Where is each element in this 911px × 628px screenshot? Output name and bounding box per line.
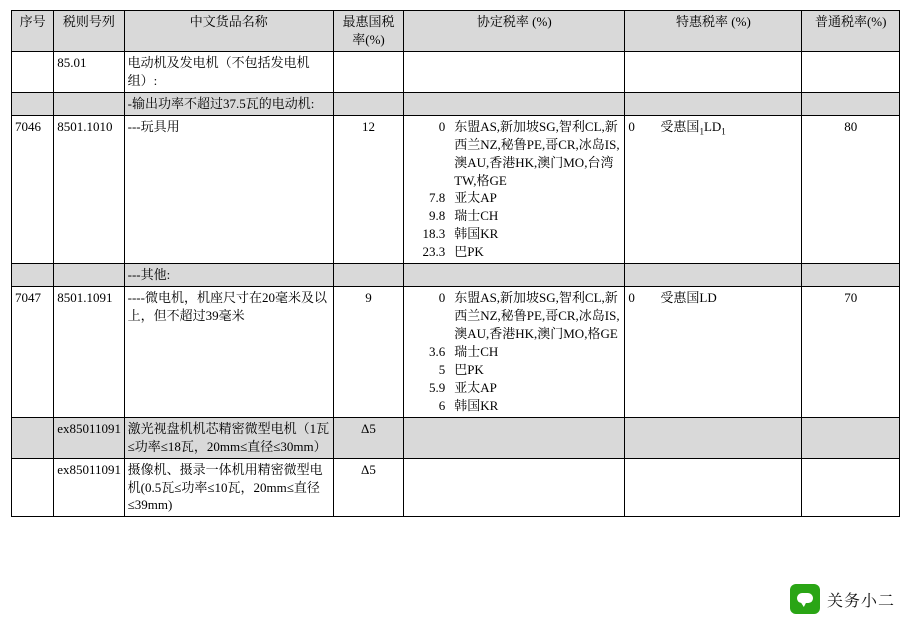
table-row (12, 51, 900, 92)
cell-name: 摄像机、摄录一体机用精密微型电机(0.5瓦≤功率≤10瓦，20mm≤直径≤39mm) (124, 458, 333, 517)
cell-preferential (625, 115, 802, 264)
cell-general (802, 458, 900, 517)
cell-code (54, 264, 124, 287)
agreement-rate-value: 9.8 (428, 208, 446, 224)
cell-mfn (333, 92, 403, 115)
table-row (12, 458, 900, 517)
cell-code: 8501.1010 (54, 115, 124, 264)
cell-seq (12, 458, 54, 517)
watermark (790, 584, 895, 614)
preferential-rate-row (628, 289, 798, 307)
header-general: 普通税率(%) (802, 11, 900, 52)
cell-general: 80 (802, 115, 900, 264)
cell-seq: 7047 (12, 287, 54, 418)
cell-mfn (333, 51, 403, 92)
cell-name: 电动机及发电机（不包括发电机组）: (124, 51, 333, 92)
header-name: 中文货品名称 (124, 11, 333, 52)
cell-code: 85.01 (54, 51, 124, 92)
agreement-rate-row (407, 225, 621, 243)
cell-agreement (404, 51, 625, 92)
agreement-rate-row (407, 397, 621, 415)
cell-name: ---其他: (124, 264, 333, 287)
agreement-rate-countries: 亚太AP (454, 190, 497, 206)
header-preferential: 特惠税率 (%) (625, 11, 802, 52)
cell-preferential (625, 51, 802, 92)
cell-name: ----微电机，机座尺寸在20毫米及以上，但不超过39毫米 (124, 287, 333, 418)
cell-general (802, 51, 900, 92)
cell-mfn (333, 264, 403, 287)
tariff-table (11, 10, 900, 517)
cell-agreement (404, 458, 625, 517)
agreement-rate-countries: 瑞士CH (454, 343, 499, 359)
agreement-rate-countries: 东盟AS,新加坡SG,智利CL,新西兰NZ,秘鲁PE,哥CR,冰岛IS,澳AU,香港HK,澳门MO,格GE (454, 290, 620, 341)
cell-general (802, 264, 900, 287)
cell-code: 8501.1091 (54, 287, 124, 418)
agreement-rate-countries: 瑞士CH (454, 208, 499, 224)
cell-agreement (404, 287, 625, 418)
cell-general (802, 92, 900, 115)
header-agreement: 协定税率 (%) (404, 11, 625, 52)
agreement-rate-row (407, 118, 621, 190)
cell-mfn: Δ5 (333, 417, 403, 458)
cell-preferential (625, 92, 802, 115)
agreement-rate-row (407, 361, 621, 379)
preferential-rate-value: 0 (628, 290, 635, 306)
table-row (12, 115, 900, 264)
agreement-rate-row (407, 243, 621, 261)
header-code: 税则号列 (54, 11, 124, 52)
cell-seq (12, 417, 54, 458)
agreement-rate-countries: 东盟AS,新加坡SG,智利CL,新西兰NZ,秘鲁PE,哥CR,冰岛IS,澳AU,香港HK,澳门MO,台湾TW,格GE (454, 118, 620, 188)
cell-mfn: Δ5 (333, 458, 403, 517)
cell-agreement (404, 115, 625, 264)
cell-agreement (404, 417, 625, 458)
cell-name: 激光视盘机机芯精密微型电机（1瓦≤功率≤18瓦，20mm≤直径≤30mm） (124, 417, 333, 458)
agreement-rate-value: 6 (438, 397, 446, 413)
cell-seq: 7046 (12, 115, 54, 264)
cell-seq (12, 51, 54, 92)
cell-code: ex85011091 (54, 458, 124, 517)
cell-general: 70 (802, 287, 900, 418)
cell-preferential (625, 287, 802, 418)
preferential-rate-row (628, 118, 798, 138)
cell-name: -输出功率不超过37.5瓦的电动机: (124, 92, 333, 115)
cell-code: ex85011091 (54, 417, 124, 458)
cell-mfn: 12 (333, 115, 403, 264)
agreement-rate-countries: 韩国KR (454, 397, 499, 413)
agreement-rate-value: 5.9 (428, 379, 446, 395)
agreement-rate-row (407, 379, 621, 397)
agreement-rate-row (407, 189, 621, 207)
agreement-rate-row (407, 343, 621, 361)
agreement-rate-row (407, 207, 621, 225)
preferential-rate-countries: 受惠国$_1LD_1$ (660, 118, 726, 137)
header-mfn: 最惠国税率(%) (333, 11, 403, 52)
agreement-rate-row (407, 289, 621, 343)
cell-agreement (404, 264, 625, 287)
agreement-rate-countries: 巴PK (454, 361, 484, 377)
agreement-rate-value: 23.3 (422, 244, 446, 260)
table-row (12, 417, 900, 458)
cell-preferential (625, 417, 802, 458)
agreement-rate-value: 18.3 (422, 226, 446, 242)
agreement-rate-countries: 韩国KR (454, 226, 499, 242)
agreement-rate-countries: 巴PK (454, 244, 484, 260)
cell-seq (12, 92, 54, 115)
header-seq: 序号 (12, 11, 54, 52)
agreement-rate-value: 3.6 (428, 343, 446, 359)
table-row (12, 92, 900, 115)
preferential-rate-value: 0 (628, 118, 635, 134)
cell-seq (12, 264, 54, 287)
agreement-rate-value: 7.8 (428, 190, 446, 206)
cell-preferential (625, 264, 802, 287)
agreement-rate-value: 5 (438, 361, 446, 377)
preferential-rate-countries: 受惠国LD (660, 290, 717, 306)
agreement-rate-value: 0 (438, 290, 446, 306)
cell-preferential (625, 458, 802, 517)
table-row (12, 287, 900, 418)
cell-mfn: 9 (333, 287, 403, 418)
watermark-label: 关务小二 (826, 592, 895, 610)
table-body (12, 51, 900, 517)
agreement-rate-value: 0 (438, 118, 446, 134)
table-header (12, 11, 900, 52)
cell-name: ---玩具用 (124, 115, 333, 264)
header-row (12, 11, 900, 52)
wechat-logo-icon (790, 584, 820, 614)
agreement-rate-countries: 亚太AP (454, 379, 497, 395)
cell-general (802, 417, 900, 458)
cell-code (54, 92, 124, 115)
table-row (12, 264, 900, 287)
cell-agreement (404, 92, 625, 115)
